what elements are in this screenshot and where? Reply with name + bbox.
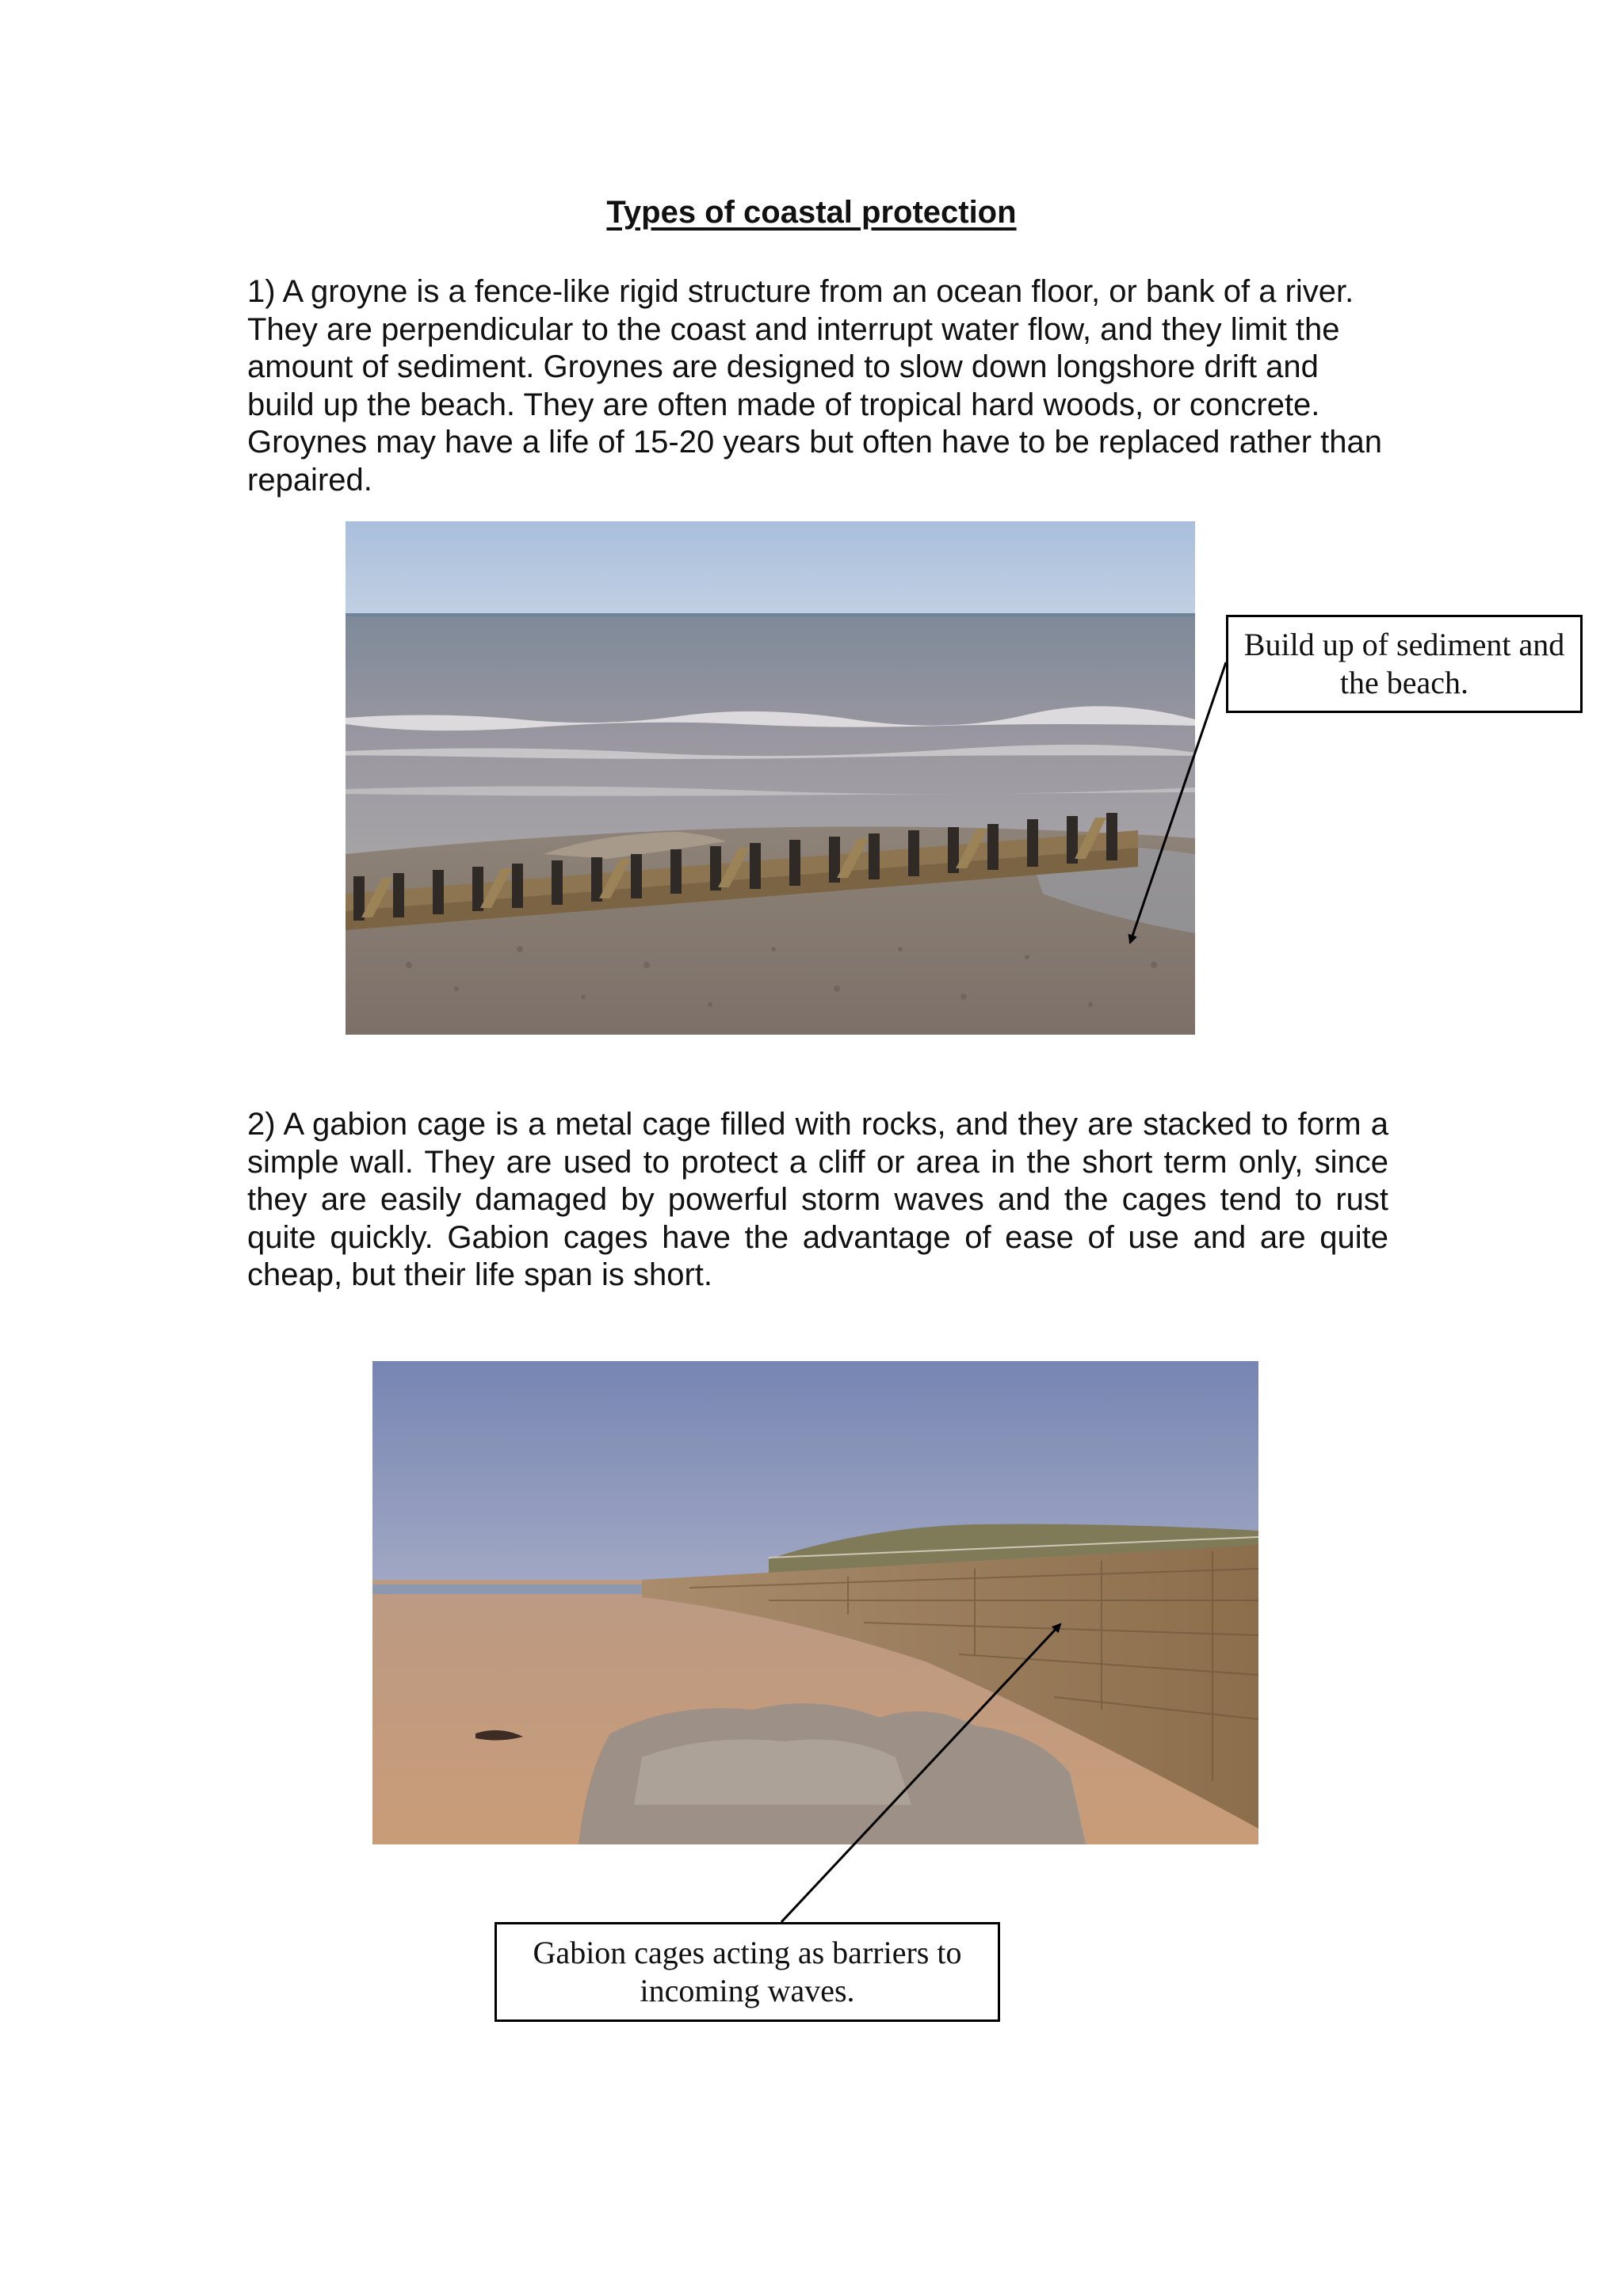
groyne-photo	[346, 521, 1195, 1035]
gabion-photo	[372, 1361, 1258, 1844]
gabion-paragraph: 2) A gabion cage is a metal cage filled with rocks, and they are stacked to form a simple wall. They are used to protect a cliff or area in the short term only, since they are easily damaged by powerful storm waves and the cages tend to rust quite quickly. Gabion cages have the advantage of ease of use and are quite cheap, but their life span is short.	[247, 1107, 1388, 1292]
gabion-callout: Gabion cages acting as barriers to incoming waves.	[495, 1922, 1000, 2022]
groyne-callout: Build up of sediment and the beach.	[1226, 615, 1583, 713]
page-title: Types of coastal protection	[606, 195, 1017, 230]
groyne-paragraph: 1) A groyne is a fence-like rigid structure from an ocean floor, or bank of a river. They are perpendicular to the coast and interrupt water flow, and they limit the amount of sediment. Groynes are designed to slow down longshore drift and build up the beach. They are often made of tropical hard woods, or concrete. Groynes may have a life of 15-20 years but often have to be replaced rather than repaired.	[247, 274, 1382, 498]
